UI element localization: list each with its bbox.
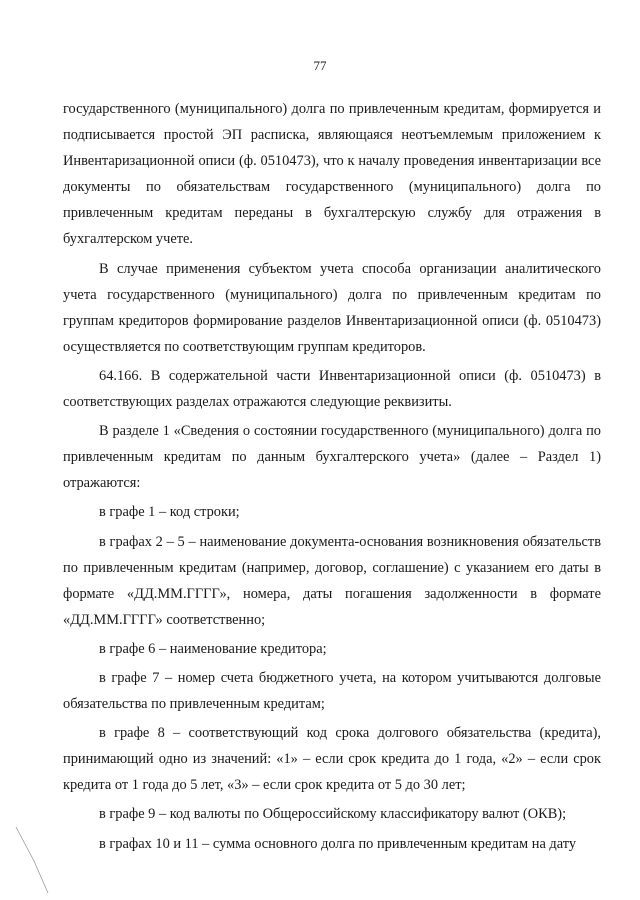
paragraph-clause-64-166: 64.166. В содержательной части Инвентаризационной описи (ф. 0510473) в соответствующих разделах отражаются следующие реквизиты.: [63, 367, 601, 411]
paragraph-receipt-continuation: государственного (муниципального) долга по привлеченным кредитам, формируется и подписывается простой ЭП расписка, являющаяся неотъемлемым приложением к Инвентаризационной описи (ф. 0510473), что к началу проведения инвентаризации все документы по обязательствам государственного (муниципального) долга по привлеченным кредитам переданы в бухгалтерскую службу для отражения в бухгалтерском учете.: [63, 101, 601, 248]
paragraph-columns-2-5: в графах 2 – 5 – наименование документа-основания возникновения обязательств по привлеченным кредитам (например, договор, соглашение) с указанием его даты в формате «ДД.ММ.ГГГГ», номера, даты погашения задолженности в формате «ДД.ММ.ГГГГ» соответственно;: [63, 533, 601, 628]
document-body: [63, 96, 601, 860]
paragraph-column-8: в графе 8 – соответствующий код срока долгового обязательства (кредита), принимающий одно из значений: «1» – если срок кредита до 1 года, «2» – если срок кредита от 1 года до 5 лет, «3» – если срок кредита от 5 до 30 лет;: [63, 725, 601, 794]
paragraph-creditor-groups: В случае применения субъектом учета способа организации аналитического учета государственного (муниципального) долга по привлеченным кредитам по группам кредиторов формирование разделов Инвентаризационной описи (ф. 0510473) осуществляется по соответствующим группам кредиторов.: [63, 260, 601, 355]
page-number: 77: [313, 58, 327, 73]
paragraph-section-1-intro: В разделе 1 «Сведения о состоянии государственного (муниципального) долга по привлеченным кредитам по данным бухгалтерского учета» (далее – Раздел 1) отражаются:: [63, 423, 601, 492]
paragraph-columns-10-11: в графах 10 и 11 – сумма основного долга по привлеченным кредитам на дату: [99, 835, 577, 852]
paragraph-column-7: в графе 7 – номер счета бюджетного учета, на котором учитываются долговые обязательства по привлеченным кредитам;: [63, 669, 601, 713]
scan-artifact-line: [14, 825, 54, 895]
paragraph-column-1: в графе 1 – код строки;: [99, 504, 240, 521]
paragraph-column-6: в графе 6 – наименование кредитора;: [99, 640, 327, 657]
paragraph-column-9: в графе 9 – код валюты по Общероссийскому классификатору валют (ОКВ);: [99, 806, 567, 823]
